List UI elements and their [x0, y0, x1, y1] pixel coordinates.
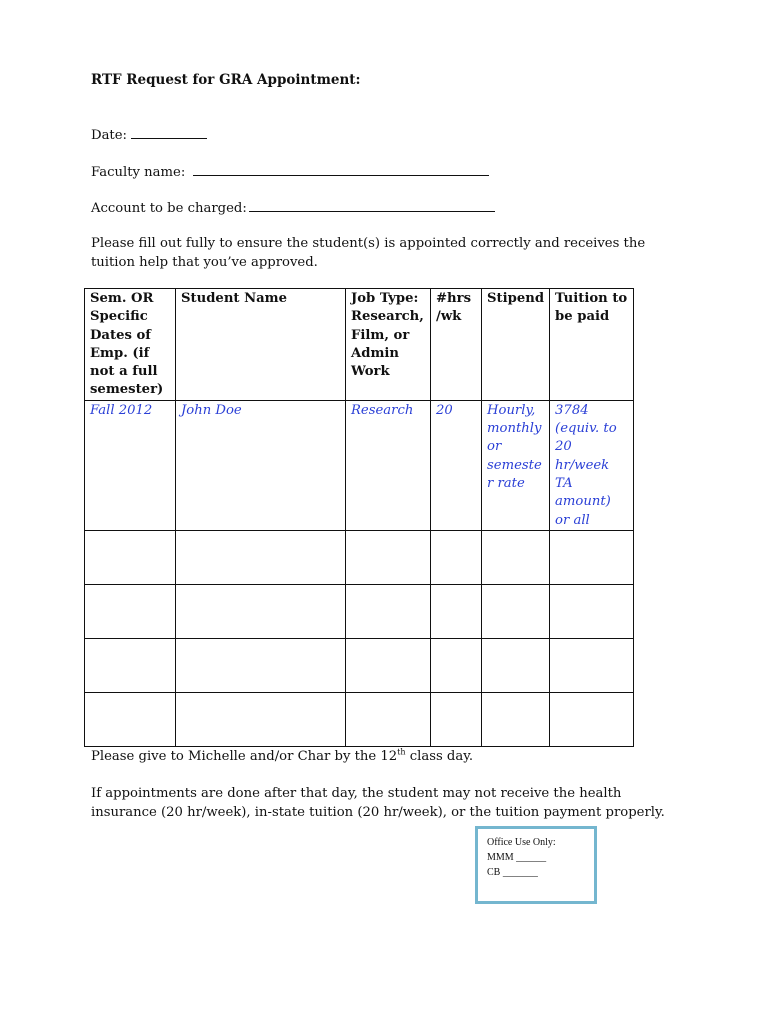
blank-cell[interactable] — [346, 638, 431, 692]
faculty-input-line[interactable] — [193, 163, 489, 176]
office-use-heading: Office Use Only: — [487, 837, 556, 848]
blank-cell[interactable] — [85, 584, 176, 638]
example-cell: 20 — [431, 400, 482, 530]
account-field — [91, 199, 495, 216]
header-cell: Tuition to be paid — [550, 289, 634, 401]
header-cell: Sem. OR Specific Dates of Emp. (if not a full semester) — [85, 289, 176, 401]
blank-cell[interactable] — [482, 584, 550, 638]
header-cell: Job Type: Research, Film, or Admin Work — [346, 289, 431, 401]
blank-cell[interactable] — [482, 530, 550, 584]
blank-cell[interactable] — [550, 692, 634, 746]
blank-cell[interactable] — [431, 584, 482, 638]
blank-cell[interactable] — [176, 692, 346, 746]
example-cell: Research — [346, 400, 431, 530]
example-cell: Fall 2012 — [85, 400, 176, 530]
example-cell: John Doe — [176, 400, 346, 530]
blank-cell[interactable] — [431, 530, 482, 584]
form-title: RTF Request for GRA Appointment: — [91, 72, 361, 88]
header-cell: Stipend — [482, 289, 550, 401]
faculty-label: Faculty name: — [91, 165, 186, 180]
blank-cell[interactable] — [176, 530, 346, 584]
date-field — [91, 126, 207, 143]
office-use-box — [475, 826, 597, 904]
blank-cell[interactable] — [482, 692, 550, 746]
warning-text: If appointments are done after that day, the student may not receive the health insurance (20 hr/week), in-state tuition (20 hr/week), or the tuition payment properly. — [91, 786, 665, 820]
blank-cell[interactable] — [550, 584, 634, 638]
office-use-cb: CB _______ — [487, 867, 538, 878]
instructions-text: Please fill out fully to ensure the student(s) is appointed correctly and receives the tuition help that you’ve approved. — [91, 236, 646, 270]
blank-cell[interactable] — [550, 530, 634, 584]
blank-cell[interactable] — [431, 638, 482, 692]
example-row — [85, 400, 634, 530]
office-use-mmm: MMM ______ — [487, 852, 547, 863]
blank-cell[interactable] — [346, 584, 431, 638]
deadline-superscript: th — [397, 747, 406, 757]
example-cell: 3784 (equiv. to 20 hr/week TA amount) or all — [550, 400, 634, 530]
header-cell: Student Name — [176, 289, 346, 401]
faculty-field — [91, 163, 489, 180]
table-header-row — [85, 289, 634, 401]
header-cell: #hrs /wk — [431, 289, 482, 401]
blank-cell[interactable] — [431, 692, 482, 746]
blank-cell[interactable] — [85, 638, 176, 692]
blank-cell[interactable] — [176, 584, 346, 638]
blank-row — [85, 584, 634, 638]
deadline-suffix: class day. — [405, 749, 474, 764]
date-input-line[interactable] — [131, 126, 207, 139]
account-label: Account to be charged: — [91, 201, 247, 216]
deadline-note — [91, 748, 691, 767]
blank-cell[interactable] — [550, 638, 634, 692]
blank-row — [85, 638, 634, 692]
blank-cell[interactable] — [85, 692, 176, 746]
blank-row — [85, 692, 634, 746]
example-cell: Hourly, monthly or semeste r rate — [482, 400, 550, 530]
blank-cell[interactable] — [346, 530, 431, 584]
blank-cell[interactable] — [482, 638, 550, 692]
appointment-table — [84, 288, 634, 747]
blank-cell[interactable] — [85, 530, 176, 584]
blank-row — [85, 530, 634, 584]
blank-cell[interactable] — [346, 692, 431, 746]
date-label: Date: — [91, 128, 127, 143]
blank-cell[interactable] — [176, 638, 346, 692]
account-input-line[interactable] — [249, 199, 495, 212]
deadline-prefix: Please give to Michelle and/or Char by the 12 — [91, 749, 398, 764]
